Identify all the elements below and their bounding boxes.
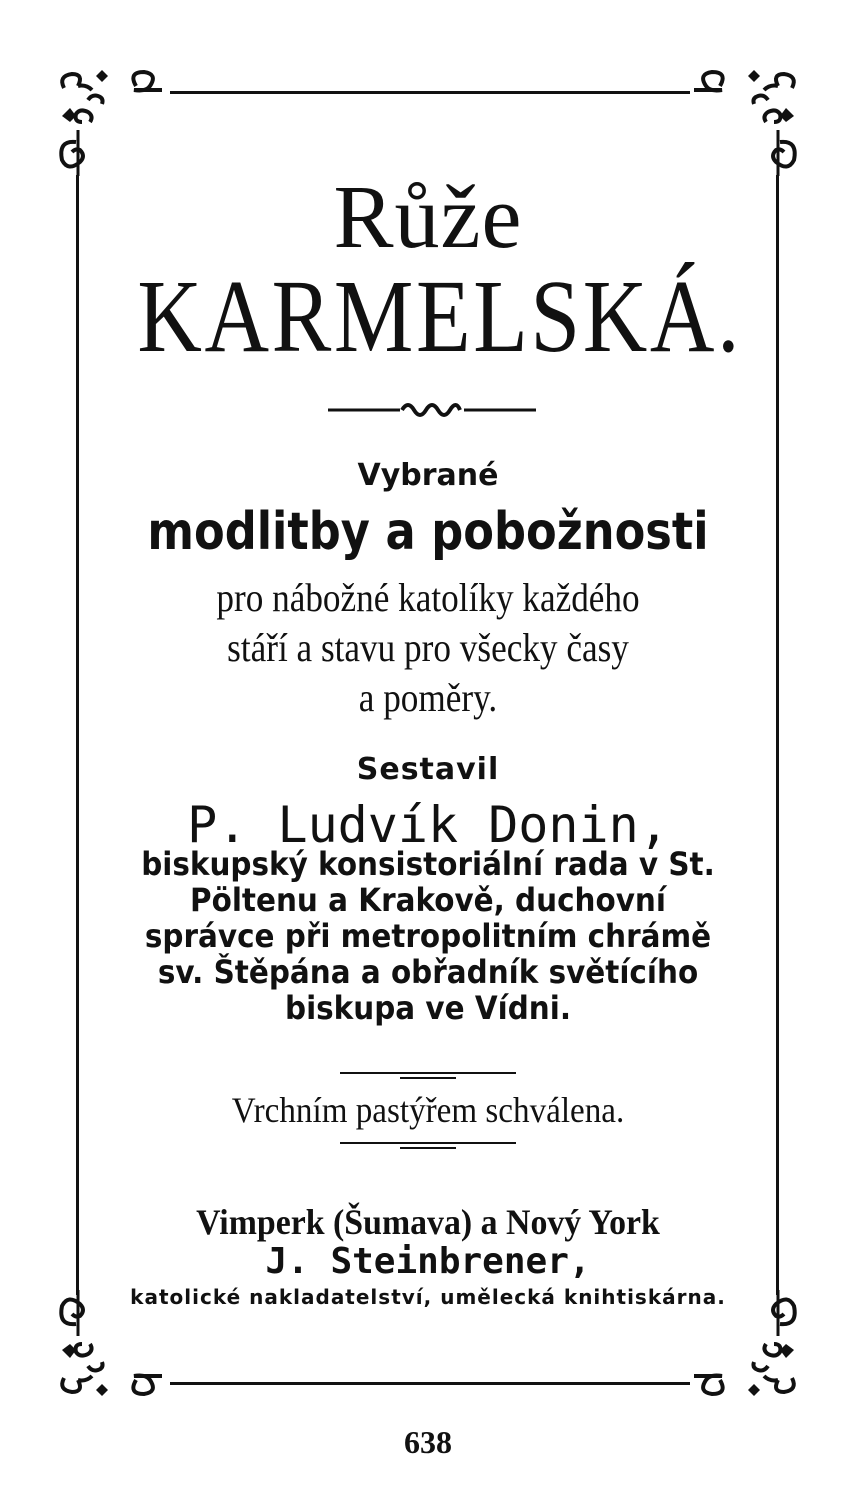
frame-bottom-rule [170,1382,690,1385]
publisher-name: J. Steinbrener, [265,1241,591,1282]
frame-left-rule [76,175,79,1295]
flourish-icon [52,66,162,176]
compiler-bio-line: biskupa ve Vídni. [284,989,572,1027]
compiler-bio-line: sv. Štěpána a obřadník světícího [157,953,699,991]
description-line: pro nábožné katolíky každého [216,575,640,620]
page-number: 638 [404,1424,452,1460]
compiler-bio-line: správce při metropolitním chrámě [144,917,712,955]
compiler-bio-line: biskupský konsistoriální rada v St. [141,845,715,883]
corner-ornament-top-left [52,66,162,176]
description-line: stáří a stavu pro všecky časy [227,625,629,670]
publisher-place: Vimperk (Šumava) a Nový York [196,1202,660,1242]
approval-divider-bottom [340,1138,516,1152]
subtitle-intro: Vybrané [357,458,499,493]
frame-right-rule [776,175,779,1295]
approval-text: Vrchním pastýřem schválena. [231,1090,625,1130]
description-line: a poměry. [358,675,498,720]
publisher-description: katolické nakladatelství, umělecká knihtiskárna. [130,1285,726,1309]
compiler-label: Sestavil [356,752,500,787]
compiler-bio-line: Pöltenu a Krakově, duchovní [190,881,666,919]
ornament-icon [328,396,536,424]
title-line-1: Růže [333,168,523,267]
flourish-icon [694,66,804,176]
compiler-name: P. Ludvík Donin, [187,796,669,854]
corner-ornament-top-right [694,66,804,176]
title-line-2: KARMELSKÁ. [137,259,743,374]
subtitle-main: modlitby a pobožnosti [147,502,709,562]
frame-top-rule [170,91,690,94]
approval-divider-top [340,1068,516,1082]
title-divider-ornament [328,396,536,424]
